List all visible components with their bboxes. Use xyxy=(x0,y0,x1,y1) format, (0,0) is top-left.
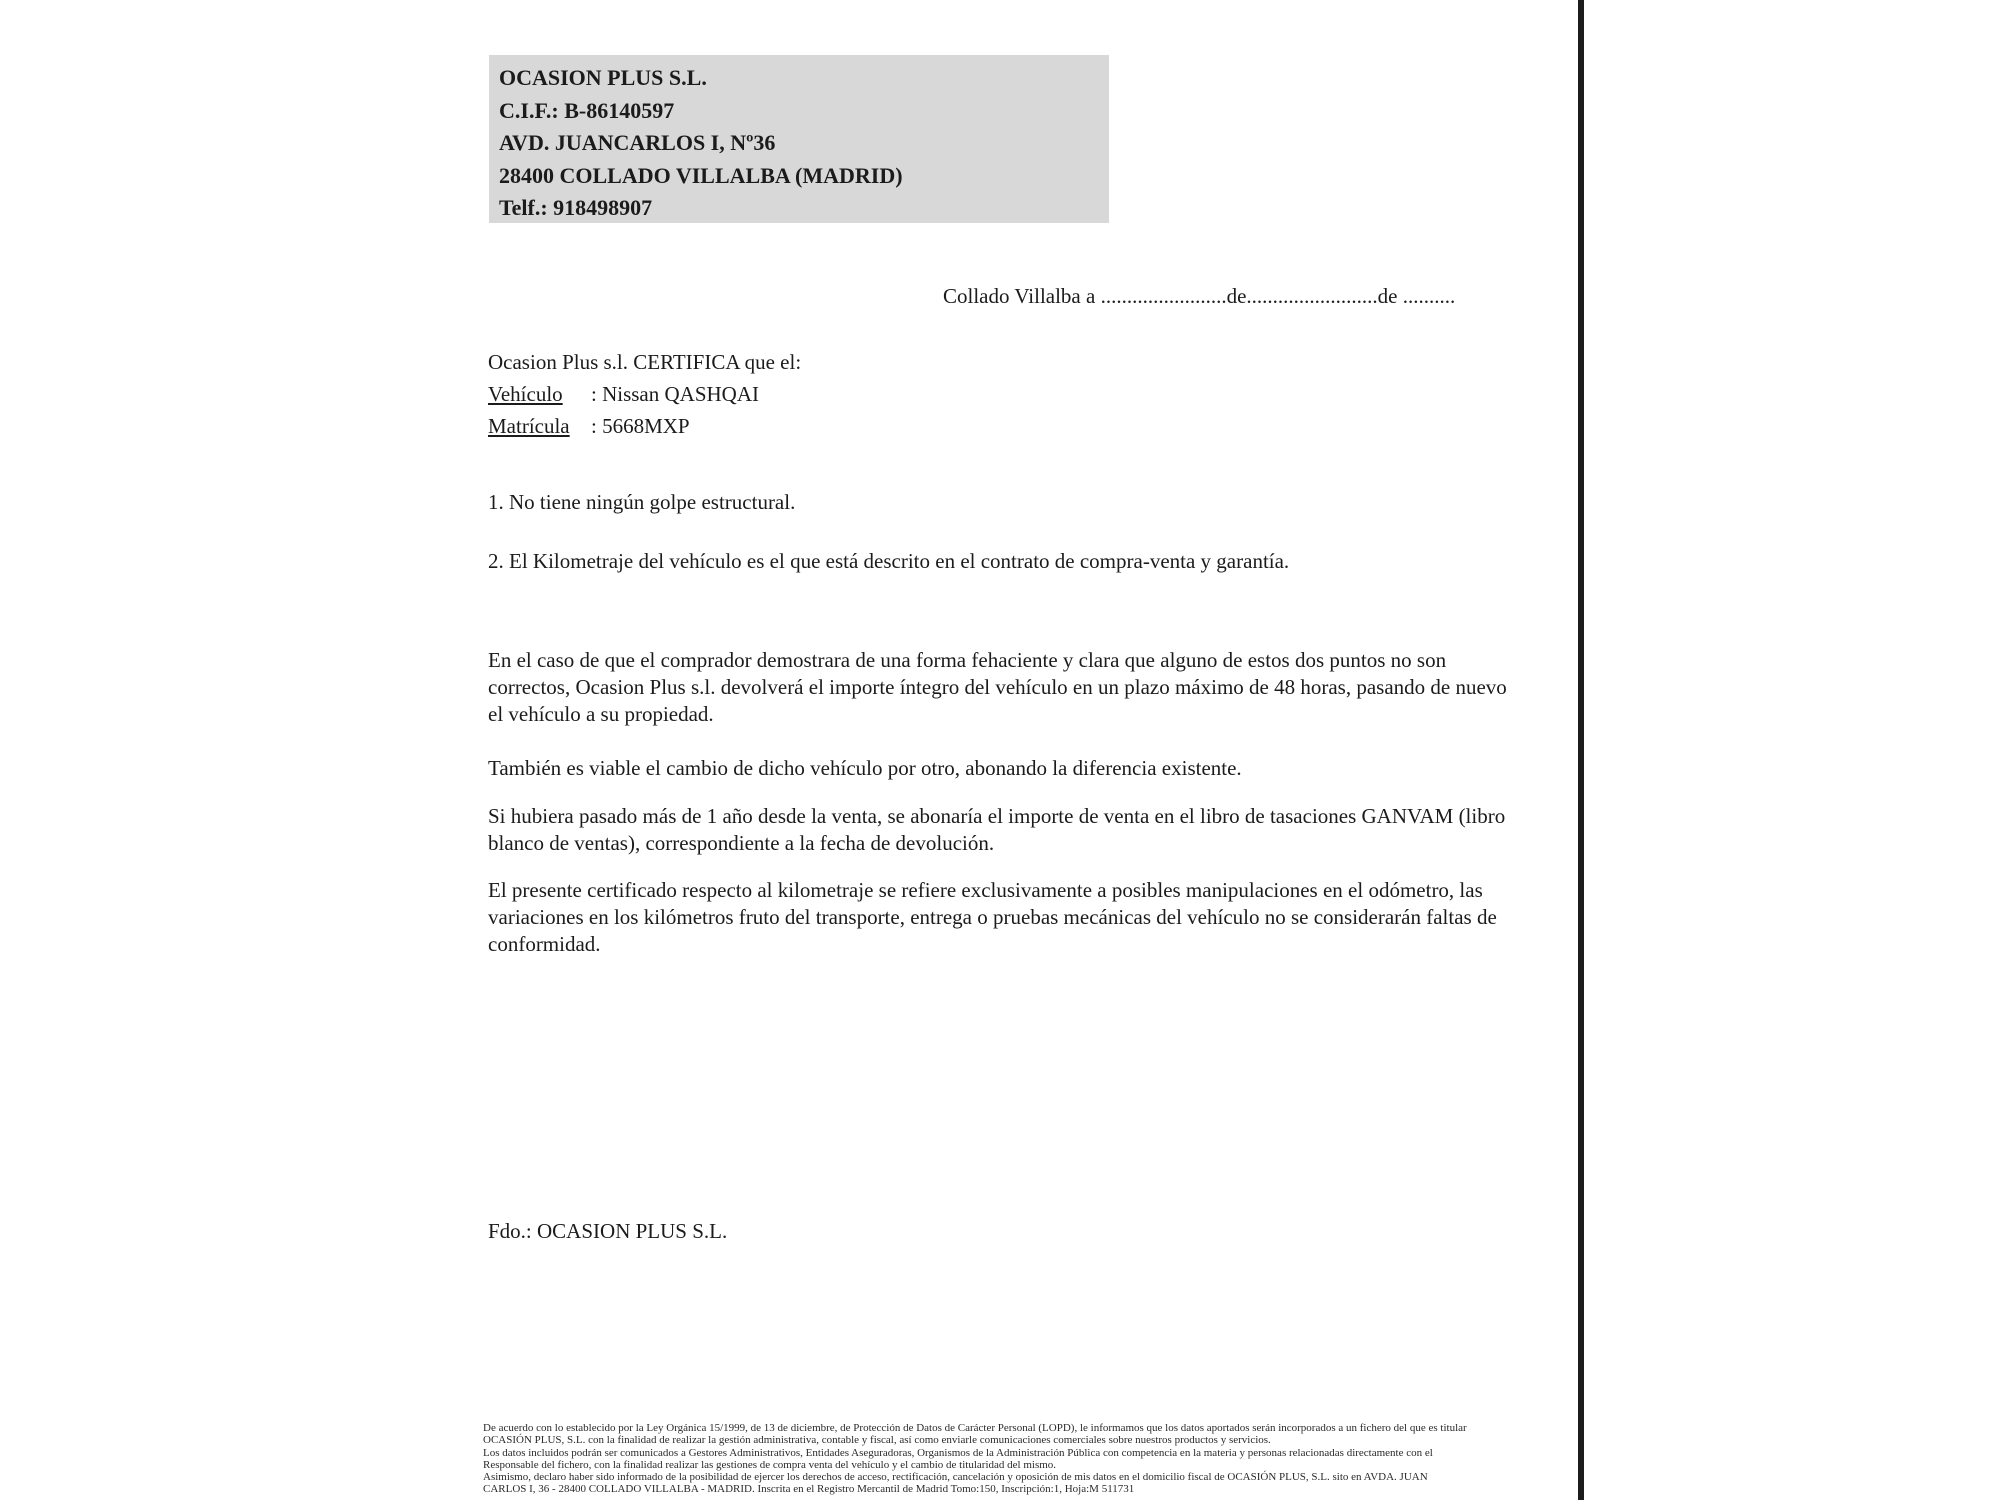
legal-line: De acuerdo con lo establecido por la Ley Orgánica 15/1999, de 13 de diciembre, de Protección de Datos de Carácter Personal (LOPD), le informamos que los datos aportados serán incorporados a un fichero del que es titular xyxy=(483,1422,1467,1434)
company-city: 28400 COLLADO VILLALBA (MADRID) xyxy=(499,162,903,188)
legal-line: Asimismo, declaro haber sido informado de la posibilidad de ejercer los derechos de acceso, rectificación, cancelación y oposición de mis datos en el domicilio fiscal de OCASIÓN PLUS, S.L. sito en AVDA. JUAN xyxy=(483,1471,1428,1484)
paragraph-exchange: También es viable el cambio de dicho vehículo por otro, abonando la diferencia existente. xyxy=(488,756,1242,780)
paragraph-ganvam: Si hubiera pasado más de 1 año desde la venta, se abonaría el importe de venta en el libro de tasaciones GANVAM (libro blanco de ventas), correspondiente a la fecha de devolución. xyxy=(488,804,1506,855)
company-header-box xyxy=(489,55,1109,223)
vehicle-value: : Nissan QASHQAI xyxy=(591,382,759,406)
vehicle-row xyxy=(488,382,759,407)
legal-line: Los datos incluidos podrán ser comunicados a Gestores Administrativos, Entidades Aseguradoras, Organismos de la Administración Pública con competencia en la materia y personas relacionadas directamente con el xyxy=(483,1446,1433,1459)
company-address: AVD. JUANCARLOS I, Nº36 xyxy=(499,130,776,155)
company-cif: C.I.F.: B-86140597 xyxy=(499,97,675,123)
signature-line: Fdo.: OCASION PLUS S.L. xyxy=(488,1219,728,1243)
certify-intro: Ocasion Plus s.l. CERTIFICA que el: xyxy=(488,350,802,374)
legal-line: Responsable del fichero, con la finalidad realizar las gestiones de compra venta del vehículo y el cambio de titularidad del mismo. xyxy=(483,1458,1057,1471)
legal-notice xyxy=(483,1422,1543,1496)
list-item-1: 1. No tiene ningún golpe estructural. xyxy=(488,490,796,514)
company-name: OCASION PLUS S.L. xyxy=(499,65,707,90)
legal-line: CARLOS I, 36 - 28400 COLLADO VILLALBA - MADRID. Inscrita en el Registro Mercantil de Madrid Tomo:150, Inscripción:1, Hoja:M 511731 xyxy=(483,1483,1135,1496)
plate-value: : 5668MXP xyxy=(591,414,690,438)
list-item-2: 2. El Kilometraje del vehículo es el que está descrito en el contrato de compra-venta y garantía. xyxy=(488,549,1290,573)
company-phone: Telf.: 918498907 xyxy=(499,195,653,220)
legal-line: OCASIÓN PLUS, S.L. con la finalidad de realizar la gestión administrativa, contable y fiscal, así como enviarle comunicaciones comerciales sobre nuestros productos y servicios. xyxy=(483,1434,1271,1447)
plate-label: Matrícula xyxy=(488,414,570,438)
paragraph-refund: En el caso de que el comprador demostrara de una forma fehaciente y clara que alguno de estos dos puntos no son correctos, Ocasion Plus s.l. devolverá el importe íntegro del vehículo en un plazo máximo de 48 horas, pasando de nuevo el vehículo a su propiedad. xyxy=(488,648,1507,726)
vehicle-label: Vehículo xyxy=(488,382,563,406)
paragraph-odometer: El presente certificado respecto al kilometraje se refiere exclusivamente a posibles manipulaciones en el odómetro, las variaciones en los kilómetros fruto del transporte, entrega o pruebas mecánicas del vehículo no se considerarán faltas de conformidad. xyxy=(488,878,1497,956)
page-edge-divider xyxy=(1578,0,1584,1500)
date-line: Collado Villalba a ........................de.........................de .......... xyxy=(943,284,1456,308)
plate-row xyxy=(488,414,690,439)
